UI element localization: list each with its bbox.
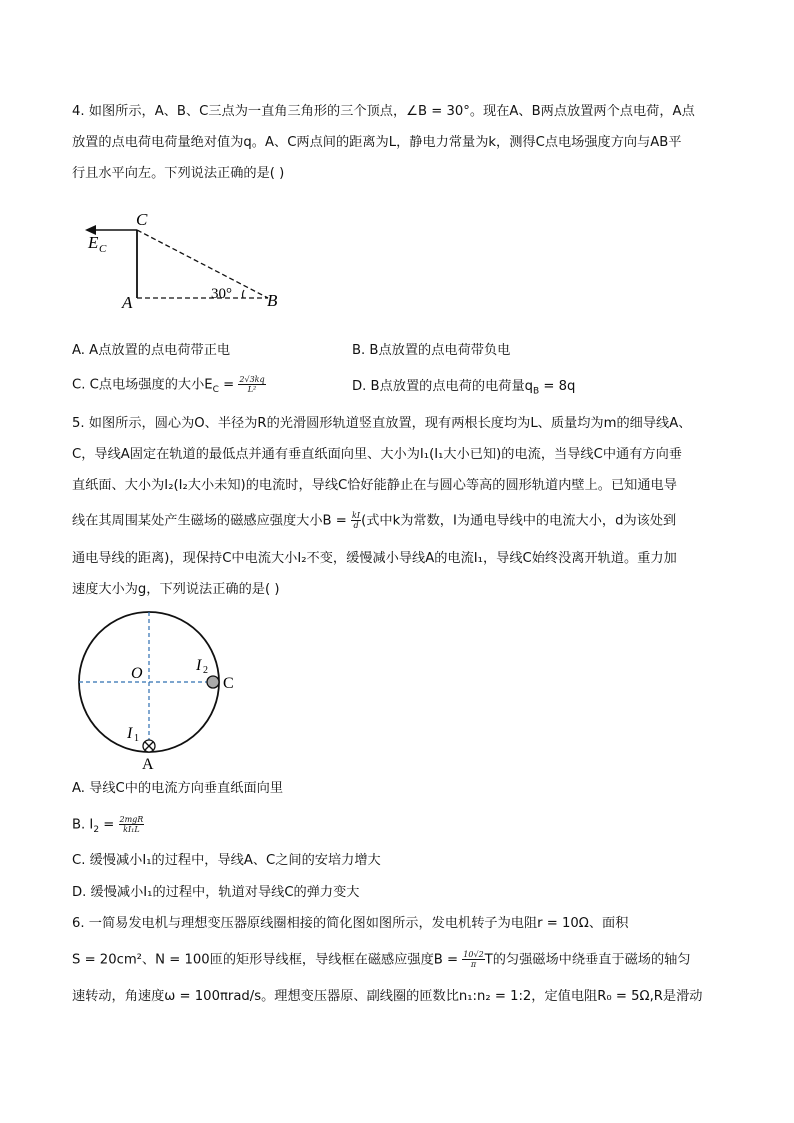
q4-option-c-denominator: L²: [247, 385, 257, 394]
q4-option-c-eq: =: [218, 377, 239, 393]
q5-label-i2: I: [196, 657, 202, 674]
q4-triangle-figure: [80, 205, 300, 315]
q6-line-2: [72, 950, 691, 970]
q6-line-2-fraction: [462, 950, 484, 969]
q5-line-4: [72, 511, 676, 531]
q5-line-4-pre: 线在其周围某处产生磁场的磁感应强度大小B =: [72, 513, 352, 529]
q5-line-3: 直纸面、大小为I₂(I₂大小未知)的电流时，导线C恰好能静止在与圆心等高的圆形轨道内壁上。已知通电导: [72, 478, 677, 493]
q4-option-c-numerator: 2√3kq: [239, 375, 265, 384]
q4-label-c: C: [136, 210, 148, 229]
q5-label-c: C: [223, 675, 234, 692]
q4-option-c: [72, 375, 266, 399]
q5-option-b: [72, 815, 144, 839]
q4-line-3: 行且水平向左。下列说法正确的是( ): [72, 166, 285, 181]
q6-line-3: 速转动，角速度ω = 100πrad/s。理想变压器原、副线圈的匝数比n₁:n₂ = 1:2，定值电阻R₀ = 5Ω,R是滑动: [72, 989, 703, 1004]
q4-option-b: B. B点放置的点电荷带负电: [352, 343, 511, 358]
q5-option-b-denominator: kI₁L: [123, 825, 140, 834]
q5-option-b-text: B. I: [72, 817, 94, 833]
q6-line-2-denominator: π: [470, 960, 477, 969]
q5-option-c: C. 缓慢减小I₁的过程中，导线A、C之间的安培力增大: [72, 853, 381, 868]
q5-option-b-eq: =: [99, 817, 119, 833]
q4-angle-arc: [243, 290, 244, 298]
q4-option-c-sub: C: [212, 385, 219, 396]
q5-label-o: O: [131, 665, 143, 682]
q4-option-a: A. A点放置的点电荷带正电: [72, 343, 231, 358]
q5-label-a: A: [142, 756, 154, 773]
q5-label-i2-sub: 2: [203, 665, 208, 676]
q4-option-d-text: D. B点放置的点电荷的电荷量q: [352, 379, 534, 394]
q5-line-1: 5. 如图所示，圆心为O、半径为R的光滑圆形轨道竖直放置，现有两根长度均为L、质量均为m的细导线A、: [72, 416, 692, 431]
q5-line-2: C，导线A固定在轨道的最低点并通有垂直纸面向里、大小为I₁(I₁大小已知)的电流，当导线C中通有方向垂: [72, 447, 682, 462]
q4-label-ec: E: [88, 233, 99, 252]
q4-side-cb: [137, 230, 268, 298]
q5-label-i1-sub: 1: [134, 733, 139, 744]
q4-option-d: [352, 378, 575, 401]
q5-option-a: A. 导线C中的电流方向垂直纸面向里: [72, 781, 284, 796]
q5-line-4-post: (式中k为常数，I为通电导线中的电流大小，d为该处到: [361, 513, 677, 529]
q5-wire-c-icon: [207, 676, 219, 688]
q4-label-b: B: [267, 291, 278, 310]
q5-option-b-fraction: [119, 815, 145, 834]
q4-option-c-text: C. C点电场强度的大小E: [72, 377, 213, 393]
q4-label-angle: 30°: [211, 286, 232, 302]
q5-option-b-numerator: 2mgR: [119, 815, 144, 824]
q5-line-4-fraction: [351, 511, 361, 530]
q6-line-2-numerator: 10√2: [463, 950, 484, 959]
q5-line-4-denominator: d: [353, 521, 359, 530]
q4-line-2: 放置的点电荷电荷量绝对值为q。A、C两点间的距离为L，静电力常量为k，测得C点电场强度方向与AB平: [72, 135, 682, 150]
q4-option-d-eq: = 8q: [539, 379, 576, 394]
q4-option-d-sub: B: [533, 386, 540, 397]
q6-line-1: 6. 一简易发电机与理想变压器原线圈相接的简化图如图所示，发电机转子为电阻r = 10Ω、面积: [72, 916, 629, 931]
q5-circle-figure: [70, 610, 250, 775]
q5-line-6: 速度大小为g，下列说法正确的是( ): [72, 582, 280, 597]
q4-option-c-fraction: [238, 375, 265, 394]
q5-option-b-sub: 2: [93, 825, 100, 836]
q6-line-2-pre: S = 20cm²、N = 100匝的矩形导线框，导线框在磁感应强度B =: [72, 952, 463, 968]
q5-line-4-numerator: kI: [352, 511, 361, 520]
q4-line-1: 4. 如图所示，A、B、C三点为一直角三角形的三个顶点，∠B = 30°。现在A、B两点放置两个点电荷，A点: [72, 104, 695, 119]
q4-label-a: A: [122, 293, 133, 312]
q4-label-ec-sub: C: [99, 243, 107, 255]
q5-line-5: 通电导线的距离)，现保持C中电流大小I₂不变，缓慢减小导线A的电流I₁，导线C始终没离开轨道。重力加: [72, 551, 677, 566]
q5-label-i1: I: [127, 725, 133, 742]
q5-option-d: D. 缓慢减小I₁的过程中，轨道对导线C的弹力变大: [72, 885, 360, 900]
q6-line-2-post: T的匀强磁场中绕垂直于磁场的轴匀: [484, 952, 691, 968]
